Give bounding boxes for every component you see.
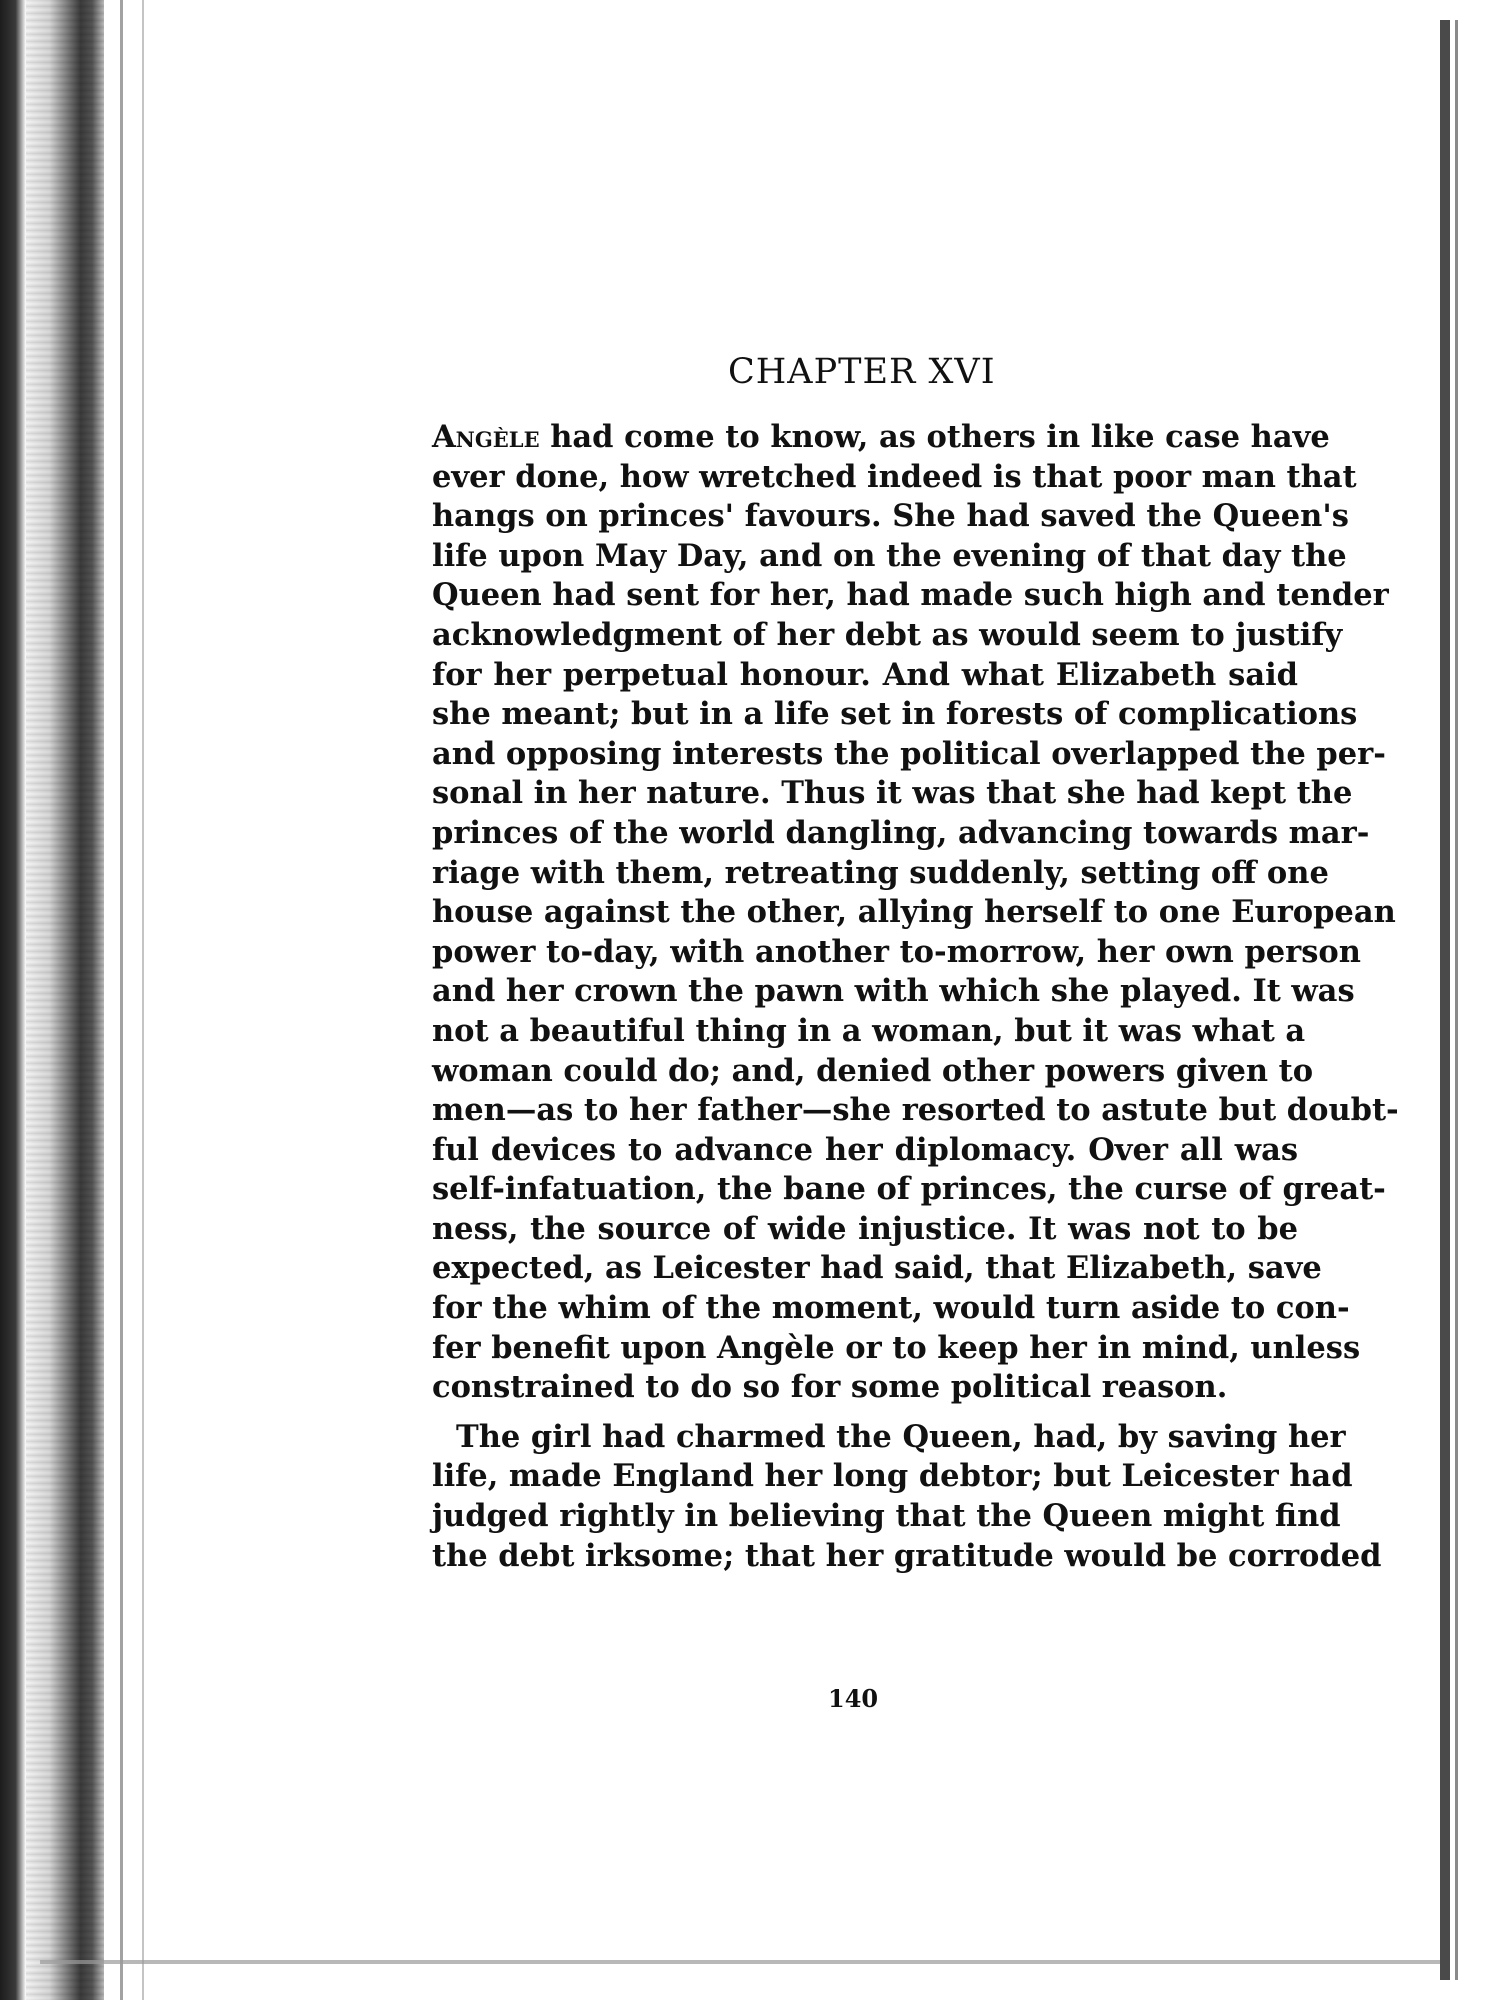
binding-rule	[120, 0, 123, 2000]
lead-word: Angèle	[432, 419, 540, 455]
text-line: ever done, how wretched indeed is that poor man that	[432, 458, 1357, 495]
body-text	[432, 418, 1399, 1576]
text-line: constrained to do so for some political reason.	[432, 1369, 1228, 1406]
binding-gutter	[26, 0, 104, 2000]
paragraph-gap	[432, 1408, 1298, 1418]
text-line: for her perpetual honour. And what Elizabeth said	[432, 656, 1298, 693]
right-edge-band-thin	[1455, 20, 1458, 1980]
text-line: judged rightly in believing that the Queen might find	[432, 1498, 1341, 1535]
right-edge-band	[1440, 20, 1450, 1980]
text-line: she meant; but in a life set in forests of complications	[432, 696, 1358, 733]
text-line: acknowledgment of her debt as would seem to justify	[432, 616, 1343, 653]
right-page-edge	[1452, 0, 1512, 2000]
text-line: not a beautiful thing in a woman, but it was what a	[432, 1012, 1306, 1049]
text-line: life upon May Day, and on the evening of that day the	[432, 537, 1347, 574]
text-line: Queen had sent for her, had made such high and tender	[432, 577, 1389, 614]
text-line: ful devices to advance her diplomacy. Over all was	[432, 1131, 1298, 1168]
text-line: The girl had charmed the Queen, had, by saving her	[456, 1418, 1346, 1455]
text-line-rest: had come to know, as others in like case have	[539, 419, 1330, 455]
text-line: woman could do; and, denied other powers given to	[432, 1052, 1314, 1089]
text-line: house against the other, allying herself to one European	[432, 894, 1396, 931]
text-line: self-infatuation, the bane of princes, the curse of great-	[432, 1171, 1386, 1208]
text-line	[432, 418, 1330, 458]
text-line: fer benefit upon Angèle or to keep her in mind, unless	[432, 1329, 1361, 1366]
text-line: expected, as Leicester had said, that Elizabeth, save	[432, 1250, 1322, 1287]
page-number: 140	[828, 1684, 879, 1713]
binding-rule-inner	[142, 0, 144, 2000]
text-line: power to-day, with another to-morrow, her own person	[432, 933, 1361, 970]
text-line: and opposing interests the political overlapped the per-	[432, 735, 1386, 772]
text-line: princes of the world dangling, advancing towards mar-	[432, 814, 1370, 851]
chapter-title: CHAPTER XVI	[728, 352, 996, 392]
text-line: men—as to her father—she resorted to astute but doubt-	[432, 1092, 1399, 1129]
text-line: riage with them, retreating suddenly, setting off one	[432, 854, 1329, 891]
binding-edge	[0, 0, 26, 2000]
text-line: the debt irksome; that her gratitude would be corroded	[432, 1537, 1382, 1574]
text-line: for the whim of the moment, would turn aside to con-	[432, 1290, 1350, 1327]
text-line: ness, the source of wide injustice. It was not to be	[432, 1210, 1298, 1247]
text-line: hangs on princes' favours. She had saved the Queen's	[432, 498, 1349, 535]
text-line: sonal in her nature. Thus it was that she had kept the	[432, 775, 1353, 812]
bottom-page-edge	[40, 1960, 1440, 1964]
text-line: life, made England her long debtor; but Leicester had	[432, 1458, 1353, 1495]
text-line: and her crown the pawn with which she played. It was	[432, 973, 1355, 1010]
